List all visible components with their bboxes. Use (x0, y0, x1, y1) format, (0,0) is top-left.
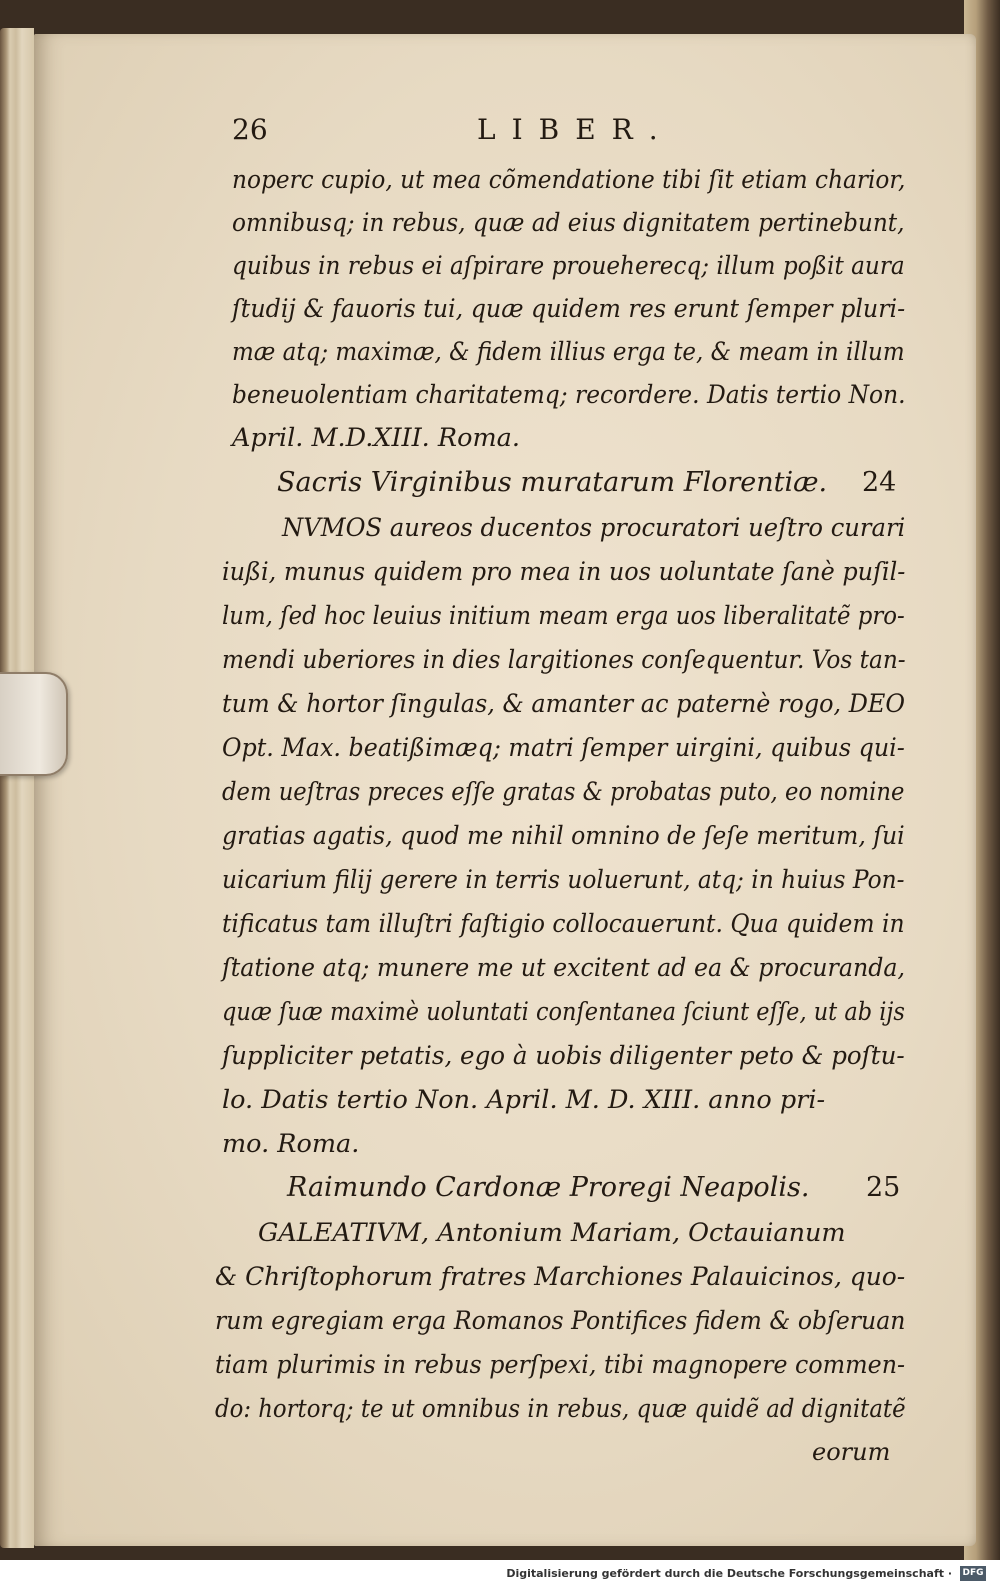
digitization-footer (0, 1560, 1000, 1588)
footer-credit: Digitalisierung gefördert durch die Deutsche Forschungsgemeinschaft · (506, 1567, 952, 1580)
page-number: 26 (232, 113, 268, 146)
text-line: tificatus tam illuſtri faſtigio collocauerunt. Qua quidem in (222, 909, 905, 939)
text-line: lo. Datis tertio Non. April. M. D. XIII. anno pri- (222, 1085, 826, 1115)
page-header (232, 113, 702, 153)
catchword: eorum (812, 1438, 891, 1466)
letter-heading: Raimundo Cardonæ Proregi Neapolis. (287, 1172, 810, 1203)
letter-heading: Sacris Virginibus muratarum Florentiæ. (277, 467, 828, 498)
text-line: iußi, munus quidem pro mea in uos uoluntate ſanè puſil- (222, 557, 906, 587)
letter-number: 25 (866, 1172, 901, 1203)
text-line: tiam plurimis in rebus perſpexi, tibi magnopere commen- (215, 1350, 906, 1380)
text-line: mo. Roma. (222, 1129, 360, 1159)
text-line: lum, ſed hoc leuius initium meam erga uos liberalitatẽ pro- (222, 601, 905, 631)
text-line: Opt. Max. beatißimæq; matri ſemper uirgini, quibus qui- (222, 733, 905, 763)
text-line: beneuolentiam charitatemq; recordere. Datis tertio Non. (232, 380, 906, 410)
text-line: gratias agatis, quod me nihil omnino de ſeſe meritum, ſui (222, 821, 905, 851)
text-line: quibus in rebus ei aſpirare proueherecq; illum poßit aura (232, 251, 905, 281)
text-line: do: hortorq; te ut omnibus in rebus, quæ quidẽ ad dignitatẽ (215, 1394, 906, 1424)
text-line: uicarium filij gerere in terris uoluerunt, atq; in huius Pon- (222, 865, 905, 895)
text-line: GALEATIVM, Antonium Mariam, Octauianum (258, 1218, 846, 1248)
dfg-logo-icon: DFG (960, 1566, 986, 1581)
text-line: tum & hortor ſingulas, & amanter ac paternè rogo, DEO (222, 689, 906, 719)
text-line: April. M.D.XIII. Roma. (232, 423, 520, 453)
running-head: LIBER. (477, 113, 674, 146)
text-line: mæ atq; maximæ, & fidem illius erga te, & meam in illum (232, 337, 905, 367)
text-line: omnibusq; in rebus, quæ ad eius dignitatem pertinebunt, (232, 208, 905, 238)
text-line: dem ueſtras preces eſſe gratas & probatas puto, eo nomine (222, 777, 905, 807)
text-line: & Chriſtophorum fratres Marchiones Palauicinos, quo- (215, 1262, 906, 1292)
text-line: NVMOS aureos ducentos procuratori ueſtro curari (282, 513, 906, 543)
letter-number: 24 (862, 467, 897, 498)
text-line: ſtudij & fauoris tui, quæ quidem res erunt ſemper pluri- (232, 294, 906, 324)
text-line: ſtatione atq; munere me ut excitent ad ea & procuranda, (222, 953, 906, 983)
text-line: mendi uberiores in dies largitiones conſequentur. Vos tan- (222, 645, 906, 675)
book-page-edges (0, 28, 34, 1548)
text-line: rum egregiam erga Romanos Pontifices fidem & obſeruan (215, 1306, 906, 1336)
text-line: noperc cupio, ut mea cõmendatione tibi ſit etiam charior, (232, 165, 906, 195)
text-line: quæ ſuæ maximè uoluntati conſentanea ſciunt eſſe, ut ab ijs (222, 997, 905, 1027)
page-clip-holder (0, 672, 68, 776)
text-line: ſuppliciter petatis, ego à uobis diligenter peto & poſtu- (222, 1041, 905, 1071)
